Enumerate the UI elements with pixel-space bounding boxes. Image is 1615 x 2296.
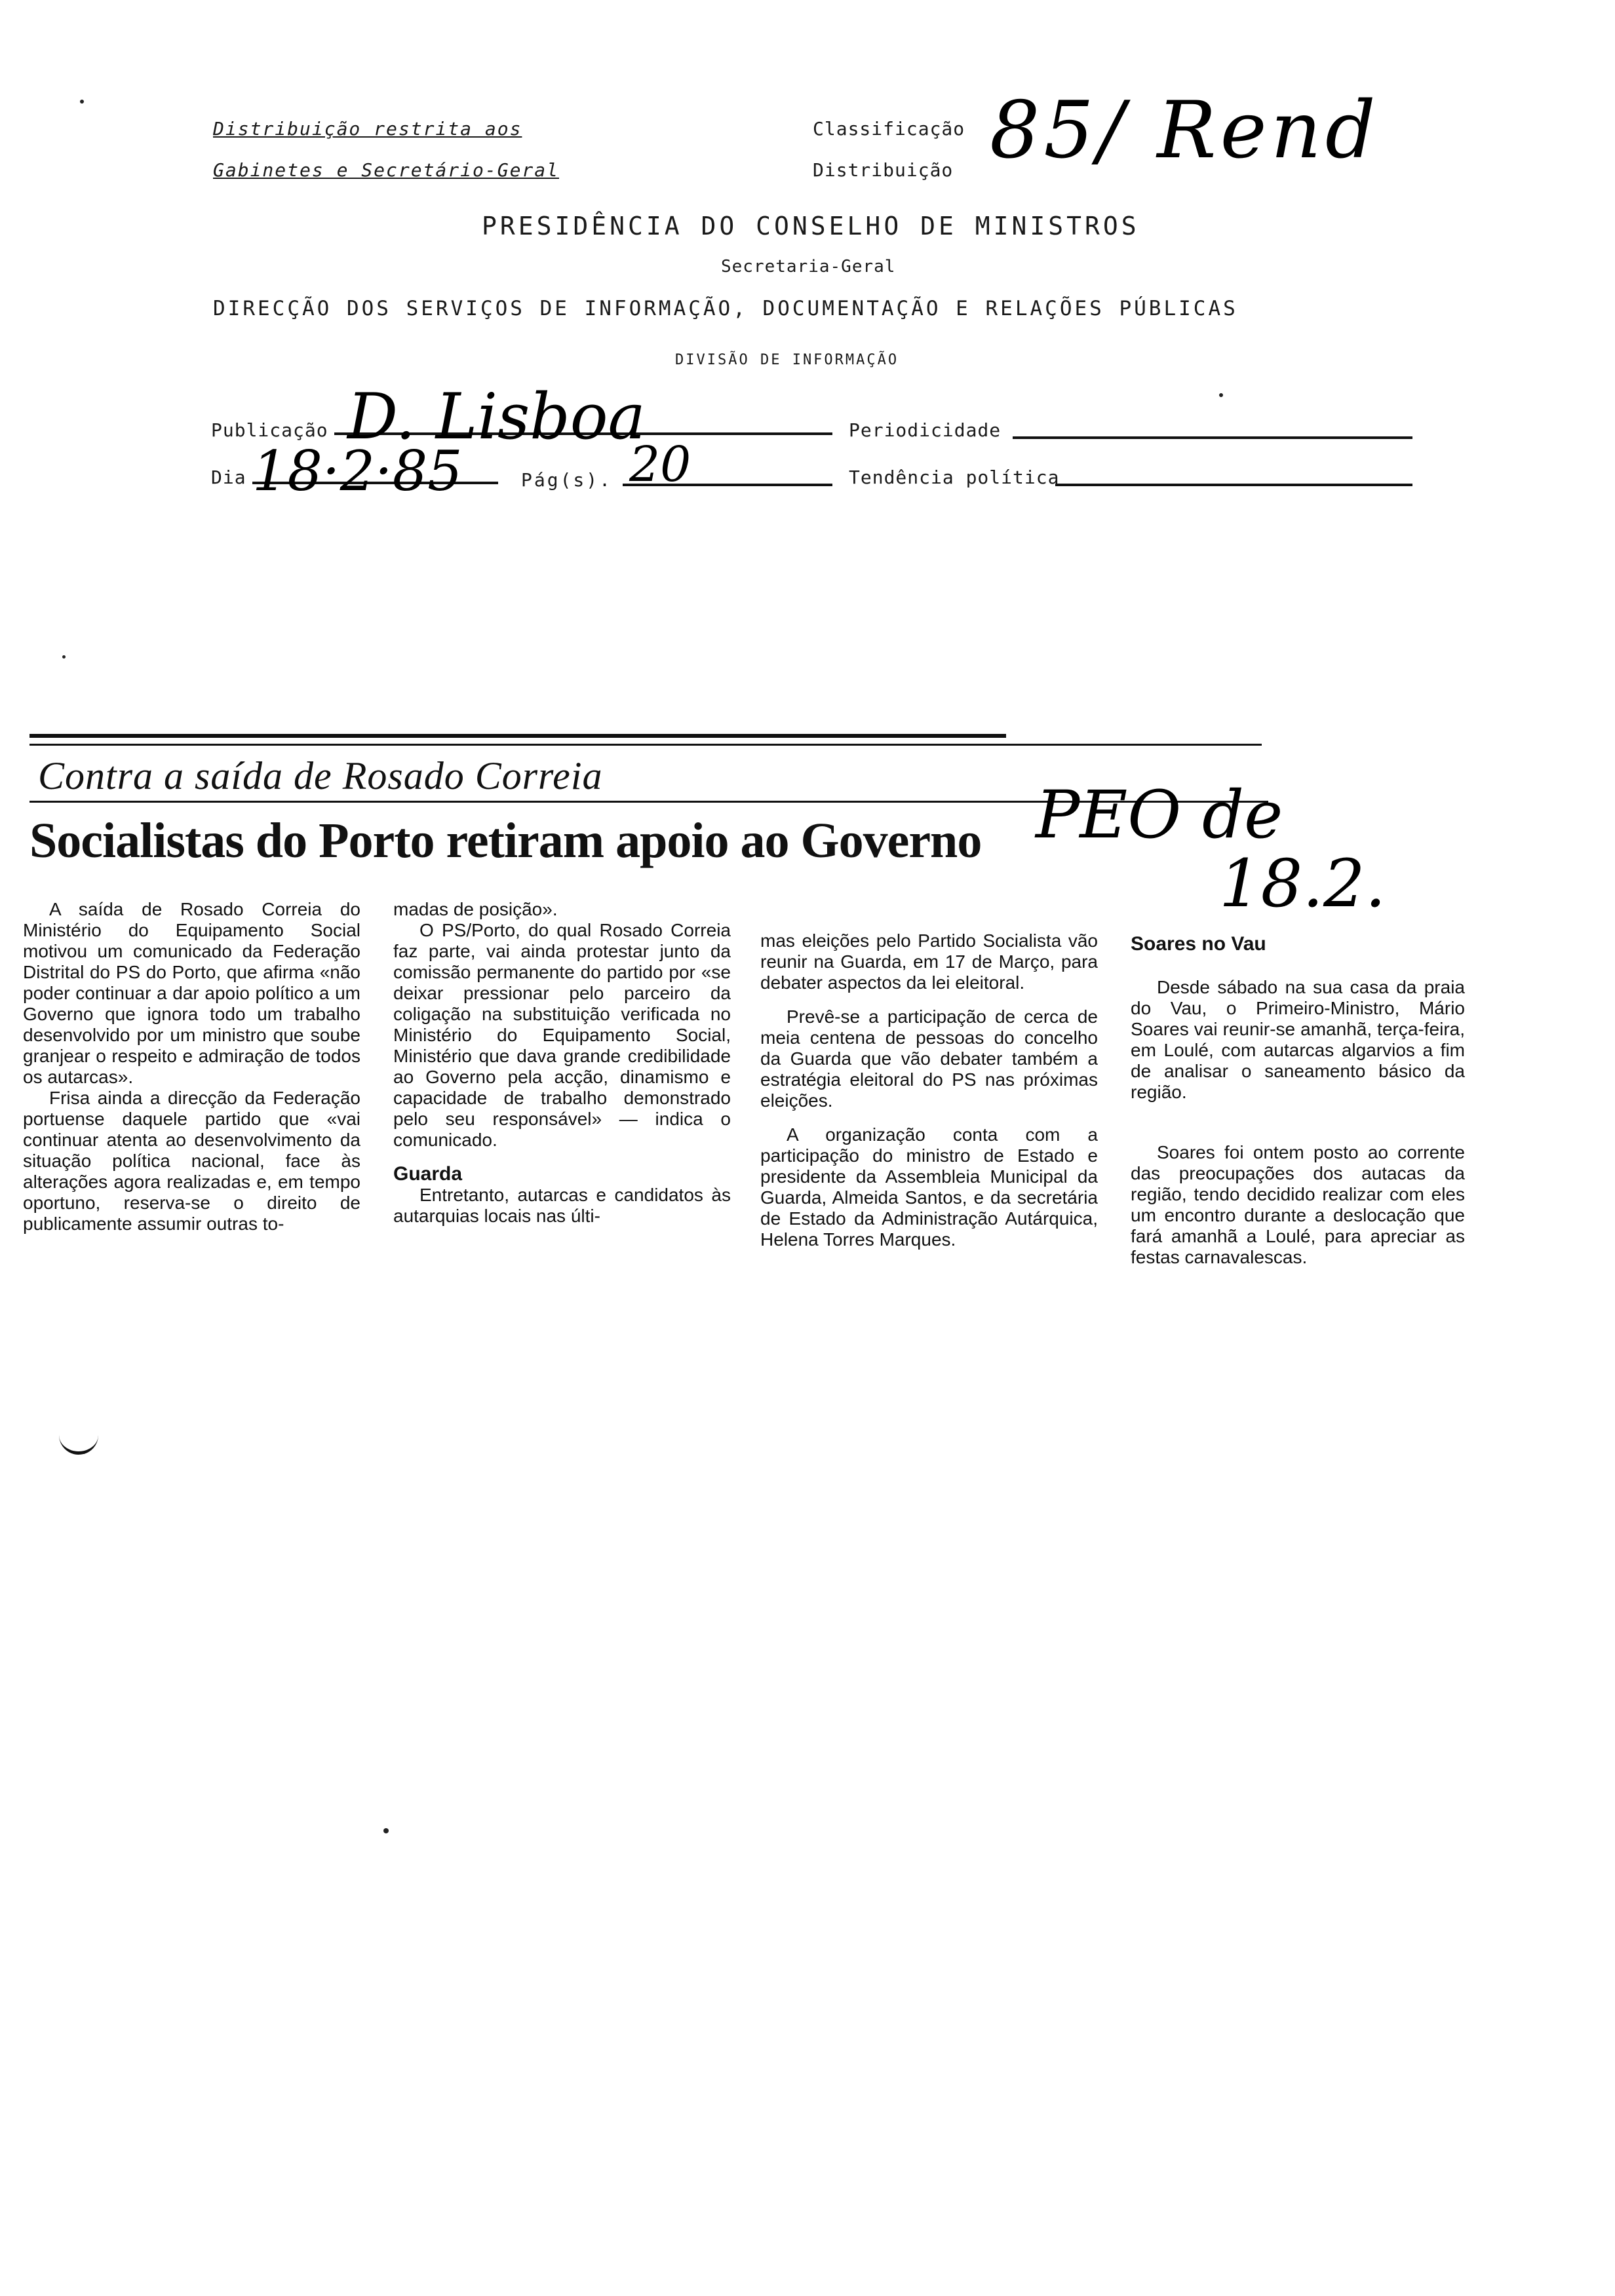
dia-value: 18·2·85 [252,439,463,503]
publicacao-label: Publicação [211,419,328,441]
distribuicao-label: Distribuição [813,159,954,181]
pags-label: Pág(s). [521,469,613,491]
scan-mark [59,1432,98,1455]
tendencia-field-line [1055,484,1412,486]
clipping-top-rule-2 [29,744,1262,746]
handwritten-classification: 85/ Rend [990,85,1380,176]
scan-speck [62,655,66,659]
subhead-guarda: Guarda [393,1163,463,1185]
direccao: DIRECÇÃO DOS SERVIÇOS DE INFORMAÇÃO, DOCUMENTAÇÃO E RELAÇÕES PÚBLICAS [213,297,1238,320]
article-paragraph: Frisa ainda a direcção da Federação portuense daquele partido que «vai continuar atenta ao desenvolvimento da situação política nacional, face às alterações agora realizadas e, em tempo oportuno, reserva-se o direito de publicamente assumir outras to- [23,1088,360,1234]
article-paragraph: Desde sábado na sua casa da praia do Vau, o Primeiro-Ministro, Mário Soares vai reunir-se amanhã, terça-feira, em Loulé, com autarcas algarvios a fim de analisar o saneamento básico da região. [1131,977,1465,1102]
article-paragraph: Soares foi ontem posto ao corrente das preocupações dos autacas da região, tendo decidido realizar com eles um encontro durante a deslocação que fará amanhã a Loulé, para apreciar as festas carnavalescas. [1131,1142,1465,1267]
scan-speck [383,1828,389,1833]
handwritten-note-1: PEO de [1036,776,1283,853]
subhead-soares-no-vau: Soares no Vau [1131,933,1266,955]
secretaria: Secretaria-Geral [721,257,896,277]
article-paragraph: mas eleições pelo Partido Socialista vão reunir na Guarda, em 17 de Março, para debater aspectos da lei eleitoral. [760,930,1098,993]
article-column-3 [760,930,1098,1250]
article-paragraph: O PS/Porto, do qual Rosado Correia faz parte, vai ainda protestar junto da comissão permanente do partido por «se deixar pressionar pelo parceiro da coligação na substituição verificada no Ministério do Equipamento Social, Ministério que dava grande credibilidade ao Governo pela acção, dinamismo e capacidade de trabalho demonstrado pelo seu responsável» — indica o comunicado. [393,920,731,1150]
distribution-note-line1: Distribuição restrita aos [213,118,522,140]
clipping-headline: Socialistas do Porto retiram apoio ao Governo [29,813,982,868]
scan-speck [1219,393,1223,397]
divisao: DIVISÃO DE INFORMAÇÃO [675,352,899,368]
clipping-kicker: Contra a saída de Rosado Correia [38,754,603,797]
scan-speck [80,100,84,104]
article-paragraph: A organização conta com a participação do ministro de Estado e presidente da Assembleia Municipal da Guarda, Almeida Santos, e da secretária de Estado da Administração Autárquica, Helena Torres Marques. [760,1124,1098,1250]
article-column-1 [23,899,360,1234]
article-paragraph: madas de posição». [393,899,558,919]
distribution-note-line2: Gabinetes e Secretário-Geral [213,159,560,181]
org-name: PRESIDÊNCIA DO CONSELHO DE MINISTROS [482,212,1140,240]
tendencia-label: Tendência política [849,467,1060,488]
periodicidade-field-line [1013,436,1412,439]
periodicidade-label: Periodicidade [849,419,1002,441]
article-paragraph: Prevê-se a participação de cerca de meia centena de pessoas do concelho da Guarda que vão debater também a estratégia eleitoral do PS nas próximas eleições. [760,1006,1098,1111]
classificacao-label: Classificação [813,118,965,140]
article-column-4 [1131,934,1465,1268]
article-column-2 [393,899,731,1227]
article-paragraph: A saída de Rosado Correia do Ministério do Equipamento Social motivou um comunicado da Federação Distrital do PS do Porto, que afirma «não poder continuar a dar apoio político a um Governo que ignora todo um trabalho desenvolvido por um ministro que soube granjear o respeito e admiração de todos os autarcas». [23,899,360,1087]
clipping-top-rule [29,734,1006,738]
publicacao-value: D. Lisboa [347,380,646,453]
dia-label: Dia [211,467,246,488]
handwritten-note-2: 18.2. [1219,845,1386,922]
pags-value: 20 [629,436,691,493]
article-paragraph: Entretanto, autarcas e candidatos às autarquias locais nas últi- [393,1185,731,1226]
